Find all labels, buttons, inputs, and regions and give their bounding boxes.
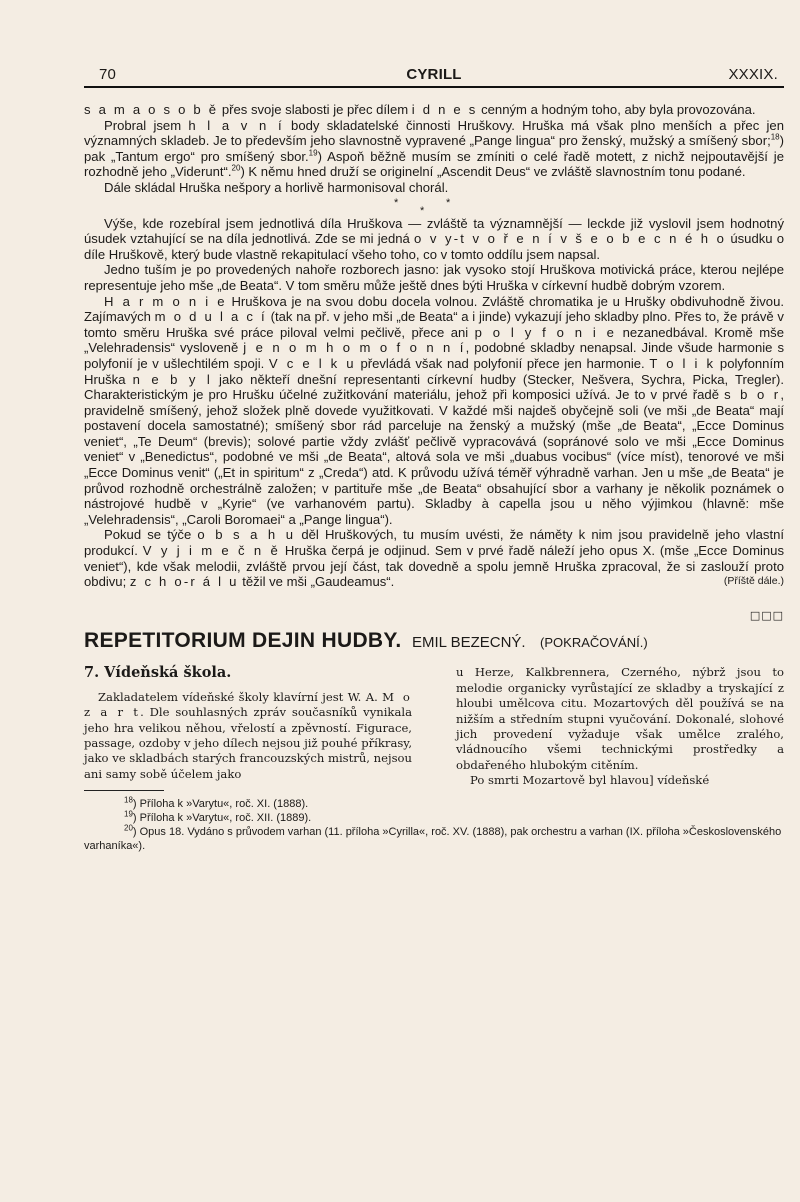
footnotes <box>84 797 784 853</box>
footnote-ref[interactable]: 19 <box>308 148 318 158</box>
text: cenným a hodným toho, aby byla provozována. <box>477 102 756 117</box>
article-continuation <box>84 102 784 623</box>
text: . Dle souhlasných zpráv současníků vynikala jeho hra velikou něhou, vřelostí a zpěvností. Figurace, passage, ozdoby v jeho dílech nejsou již pouhé příkrasy, jako ve skladbách starých francouzských mistrů, nejsou ani samy sobě účelem jako <box>84 705 412 781</box>
spaced-text: h l a v n í <box>188 117 284 133</box>
asterisk: * <box>420 204 425 217</box>
footnote-number: 20 <box>124 823 133 833</box>
volume-number: XXXIX. <box>728 66 778 83</box>
text: , podobné skladby nenapsal. Jinde všude harmonie s polyfonií je v ušlechtilém spoji. <box>84 340 784 371</box>
text: polyfonním Hruška <box>84 355 784 387</box>
article-title: REPETITORIUM DEJIN HUDBY. <box>84 629 402 653</box>
spaced-text: m o d u l a c í <box>154 309 267 325</box>
spaced-text: s a m a o s o b ě <box>84 102 219 117</box>
text: Probral jsem <box>104 117 189 133</box>
two-column-text <box>84 665 784 791</box>
text: přes svoje slabosti je přec dílem <box>218 102 412 117</box>
text: Hruškova je na svou dobu docela volnou. Zvláště chromatika je u Hrušky obdivuhodně živou. Zajímavých <box>84 293 785 325</box>
footnote-rule <box>84 790 164 791</box>
text: (tak na př. v jeho mši „de Beata“ a i jinde) vykazují jeho skladby plno. Přes to, že právě v tomto směru Hruška své práce piloval velmi pečlivě, přece ani <box>84 309 784 340</box>
text: ) K němu hned druží se originelní „Ascendit Deus“ ve zvláště slavnostním tonu podané. <box>240 164 746 180</box>
footnote <box>84 825 784 853</box>
text: , pravidelně smíšený, jehož složek plně dovede využitkovati. V každé mši najdeš obyčejně soli (ve mši „de Beata“ mají postavení docela samostatné); smíšený sbor rád parceluje na ženský a mužský (mše „de Beata“, „Ecce Dominus veniet“, „Te Deum“ (brevis); solové partie vždy zvlášť pečlivě vypracovává (sopránové solo ve mši „Ecce Dominus veniet“ v „Benedictus“, podobné ve mši „de Beata“, altová sola ve mši „duabus vocibus“ (více míst), tenorové ve mši „Ecce Dominus venit“ („Et in spiritum“ z „Creda“) atd. K průvodu užívá téměř výhradně varhan. Jen u mše „de Beata“ je průvod rozhodně orchestrálně založen; v partituře mše „de Beata“ obsahující sbor a varhany je několik poznámek o nástrojové hudbě v „Kyrie“ (ve varhanovém partu). Skladby à capella jsou u něho výjimkou (hlavně: mše „Velehradensis“, „Caroli Boromaei“ a „Pange lingua“). <box>84 387 784 527</box>
paragraph <box>84 118 784 180</box>
paragraph <box>84 690 412 782</box>
paragraph <box>84 294 784 528</box>
running-header <box>84 60 784 88</box>
text: jako někteří dnešní representanti církevní hudby (Stecker, Nešvera, Sychra, Picka, Tregler). Charakteristickým je pro Hrušku účelné zužitkování materiálu, jehož při komposici užívá. Je to v prvé řadě <box>84 371 784 403</box>
spaced-text: i d n e s <box>411 102 478 117</box>
spaced-text: M o z a r t <box>84 689 412 720</box>
journal-title: CYRILL <box>406 66 462 83</box>
asterisk: * <box>446 196 451 209</box>
text: děl Hruškových, tu musím uvésti, že náměty k nim jsou pravidelně jeho vlastní produkcí. <box>84 527 784 559</box>
asterism-divider <box>84 196 784 216</box>
paragraph: Dále skládal Hruška nešpory a horlivě harmonisoval chorál. <box>104 179 449 195</box>
spaced-text: s b o r <box>724 387 781 403</box>
spaced-text: o b s a h u <box>197 527 296 543</box>
text: převládá však nad polyfonií přece jen harmonie. <box>355 355 650 371</box>
paragraph <box>84 527 784 589</box>
paragraph: Jedno tuším je po provedených nahoře rozborech jasno: jak vysoko stojí Hruškova motivická práce, kterou nejlépe representuje jeho mše „de Beata“. V tom směru může ještě dnes býti Hruška v církevní hudbě dobrým vzorem. <box>84 262 784 293</box>
text: Pokud se týče <box>104 527 198 543</box>
spaced-text: n e b y l <box>132 371 212 387</box>
footnote-number: 19 <box>124 809 133 819</box>
text: ) pak „Tantum ergo“ pro smíšený sbor. <box>84 133 784 164</box>
asterisk: * <box>394 196 399 209</box>
spaced-text: V c e l k u <box>268 355 356 371</box>
footnote-ref[interactable]: 20 <box>231 164 241 174</box>
continuation-label: (POKRAČOVÁNÍ.) <box>540 635 648 651</box>
footnote <box>84 797 784 811</box>
spaced-text: H a r m o n i e <box>104 293 227 309</box>
text: nezanedbával. Kromě mše „Velehradensis“ vysloveně <box>84 324 785 356</box>
section-heading: 7. Vídeňská škola. <box>84 664 232 682</box>
text: Hruška čerpá je odjinud. Sem v prvé řadě náleží jeho opus X. (mše „Ecce Dominus veniet“), kde však melodii, zvláště prvou její část, tak dovedně a spolu jemně Hruška zpracoval, že si zaslouží proto obdivu; <box>84 543 784 590</box>
to-be-continued-note: (Příště dále.) <box>723 575 784 588</box>
text: těžil ve mši „Gaudeamus“. <box>238 574 395 590</box>
spaced-text: T o l i k <box>649 355 716 371</box>
paragraph: u Herze, Kalkbrennera, Czerného, nýbrž jsou to melodie organicky vyrůstající ze skladby a tryskající z hloubi umělcova citu. Mozartových děl používá se na nižším a středním stupni vyučování. Dokonalé, slohové jich provedení vyžaduje však umělce zralého, vládnoucího všemi technickými prostředky a obdařeného hlubokým citěním. <box>456 665 784 772</box>
footnote-number: 18 <box>124 795 133 805</box>
left-column <box>84 665 412 791</box>
page-number: 70 <box>99 66 117 83</box>
text: ) Aspoň běžně musím se zmíniti o celé řadě motett, z nichž nejpoutavější je rozhodně jeho „Viderunt“. <box>84 148 784 180</box>
spaced-text: o v y-t v o ř e n í v š e o b e c n é h o <box>413 231 727 247</box>
end-mark: □□□ <box>749 608 784 622</box>
article-author: EMIL BEZECNÝ. <box>411 634 526 652</box>
spaced-text: V y j i m e č n ě <box>142 543 280 559</box>
spaced-text: j e n o m h o m o f o n n í <box>243 340 466 356</box>
text: Zakladatelem vídeňské školy klavírní jest W. A. <box>98 689 383 704</box>
paragraph <box>84 102 784 118</box>
paragraph: Po smrti Mozartově byl hlavou] vídeňské <box>470 773 710 788</box>
footnote-text: ) Příloha k »Varytu«, roč. XII. (1889). <box>132 812 312 825</box>
footnote-text: ) Příloha k »Varytu«, roč. XI. (1888). <box>132 798 309 811</box>
page <box>84 60 784 853</box>
article-title-block <box>84 629 784 653</box>
text: Výše, kde rozebíral jsem jednotlivá díla Hruškova — zvláště ta významnější — leckde již vyslovil jsem hodnotný úsudek vztahující se na díla jednotlivá. Zde se mi jedná <box>84 215 784 247</box>
paragraph <box>84 216 784 263</box>
text: úsudku o díle Hruškově, který bude vlastně rekapitulací všeho toho, co v tomto oddílu jsem napsal. <box>84 231 785 262</box>
spaced-text: z c h o-r á l u <box>129 574 239 590</box>
text: body skladatelské činnosti Hruškovy. Hruška má však plno menších a přec jen významných skladeb. Je to především jeho slavnostně vypravené „Pange lingua“ pro ženský, mužský a smíšený sbor; <box>84 117 784 149</box>
spaced-text: p o l y f o n i e <box>474 324 617 340</box>
footnote-ref[interactable]: 18 <box>770 132 780 142</box>
footnote <box>84 811 784 825</box>
right-column <box>456 665 784 791</box>
footnote-text: ) Opus 18. Vydáno s průvodem varhan (11. příloha »Cyrilla«, roč. XV. (1888), pak orchestru a varhan (IX. příloha »Československého varhaníka«). <box>84 826 782 853</box>
